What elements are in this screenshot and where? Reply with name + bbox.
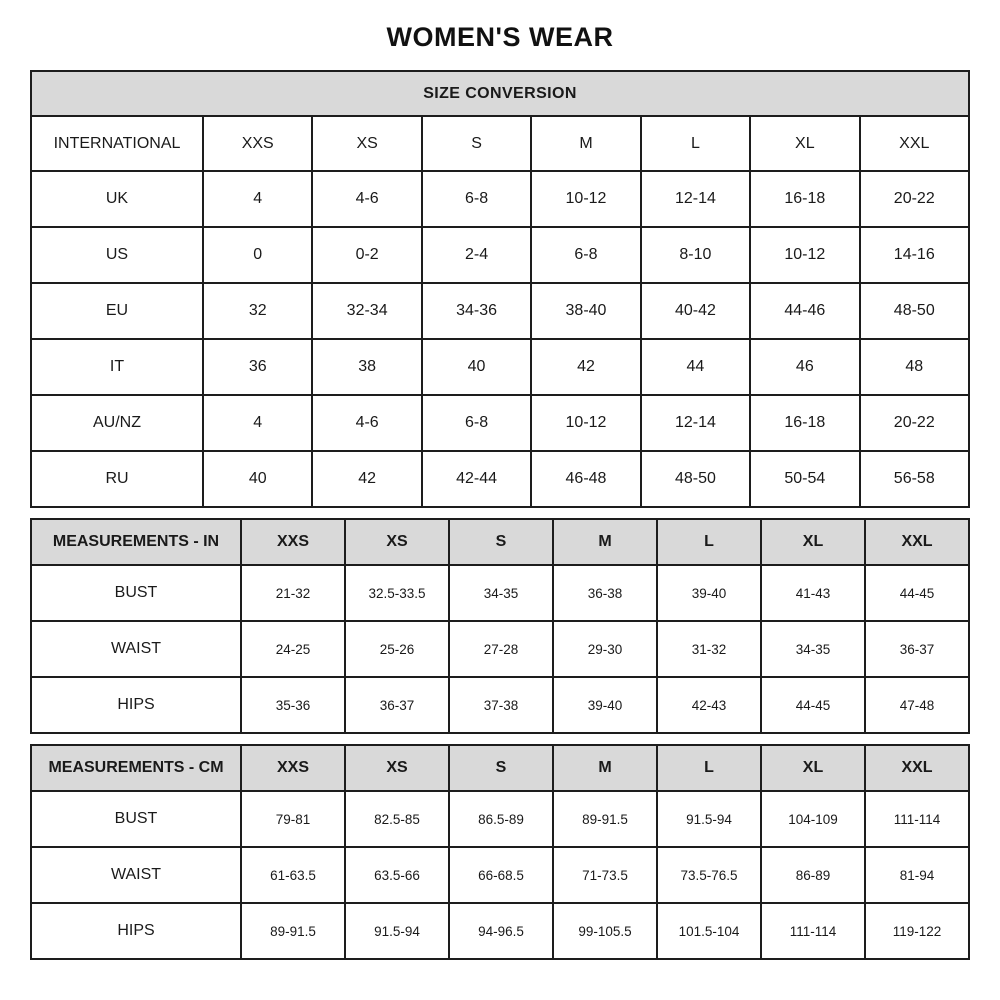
value-cell: 89-91.5 xyxy=(241,903,345,959)
value-cell: 38 xyxy=(312,339,421,395)
value-cell: 32-34 xyxy=(312,283,421,339)
value-cell: 82.5-85 xyxy=(345,791,449,847)
value-cell: 40 xyxy=(203,451,312,507)
value-cell: 91.5-94 xyxy=(657,791,761,847)
value-cell: 6-8 xyxy=(531,227,640,283)
value-cell: 12-14 xyxy=(641,171,750,227)
column-header-xxl: XXL xyxy=(865,519,969,565)
value-cell: 16-18 xyxy=(750,395,859,451)
value-cell: 8-10 xyxy=(641,227,750,283)
value-cell: 56-58 xyxy=(860,451,969,507)
column-header-xl: XL xyxy=(761,519,865,565)
value-cell: 32.5-33.5 xyxy=(345,565,449,621)
table-row xyxy=(31,677,969,733)
value-cell: 89-91.5 xyxy=(553,791,657,847)
column-header-xs: XS xyxy=(312,116,421,171)
table-row xyxy=(31,847,969,903)
value-cell: 44 xyxy=(641,339,750,395)
size-conversion-table xyxy=(30,70,970,508)
value-cell: 4-6 xyxy=(312,395,421,451)
value-cell: 46 xyxy=(750,339,859,395)
value-cell: 4 xyxy=(203,171,312,227)
measurements-in-column-header-row xyxy=(31,519,969,565)
value-cell: 61-63.5 xyxy=(241,847,345,903)
value-cell: 4 xyxy=(203,395,312,451)
value-cell: 42 xyxy=(312,451,421,507)
row-label: IT xyxy=(31,339,203,395)
column-header-xxs: XXS xyxy=(241,519,345,565)
value-cell: 21-32 xyxy=(241,565,345,621)
page-title: WOMEN'S WEAR xyxy=(386,22,614,52)
value-cell: 20-22 xyxy=(860,171,969,227)
row-label: RU xyxy=(31,451,203,507)
value-cell: 35-36 xyxy=(241,677,345,733)
measurements-in-label-column-header: MEASUREMENTS - IN xyxy=(31,519,241,565)
column-header-l: L xyxy=(657,519,761,565)
row-label: EU xyxy=(31,283,203,339)
value-cell: 101.5-104 xyxy=(657,903,761,959)
value-cell: 73.5-76.5 xyxy=(657,847,761,903)
column-header-xxl: XXL xyxy=(860,116,969,171)
value-cell: 48 xyxy=(860,339,969,395)
tables-container xyxy=(30,70,970,960)
value-cell: 47-48 xyxy=(865,677,969,733)
value-cell: 46-48 xyxy=(531,451,640,507)
value-cell: 36-38 xyxy=(553,565,657,621)
value-cell: 0-2 xyxy=(312,227,421,283)
value-cell: 27-28 xyxy=(449,621,553,677)
value-cell: 10-12 xyxy=(531,395,640,451)
value-cell: 2-4 xyxy=(422,227,531,283)
value-cell: 39-40 xyxy=(657,565,761,621)
column-header-l: L xyxy=(657,745,761,791)
value-cell: 91.5-94 xyxy=(345,903,449,959)
value-cell: 40 xyxy=(422,339,531,395)
value-cell: 29-30 xyxy=(553,621,657,677)
value-cell: 31-32 xyxy=(657,621,761,677)
size-conversion-label-column-header: INTERNATIONAL xyxy=(31,116,203,171)
value-cell: 86.5-89 xyxy=(449,791,553,847)
table-row xyxy=(31,791,969,847)
value-cell: 71-73.5 xyxy=(553,847,657,903)
column-header-xs: XS xyxy=(345,745,449,791)
row-label: BUST xyxy=(31,565,241,621)
value-cell: 111-114 xyxy=(761,903,865,959)
value-cell: 42-44 xyxy=(422,451,531,507)
value-cell: 66-68.5 xyxy=(449,847,553,903)
table-row xyxy=(31,339,969,395)
value-cell: 32 xyxy=(203,283,312,339)
value-cell: 63.5-66 xyxy=(345,847,449,903)
table-row xyxy=(31,283,969,339)
value-cell: 86-89 xyxy=(761,847,865,903)
value-cell: 10-12 xyxy=(531,171,640,227)
value-cell: 111-114 xyxy=(865,791,969,847)
value-cell: 39-40 xyxy=(553,677,657,733)
table-row xyxy=(31,227,969,283)
column-header-l: L xyxy=(641,116,750,171)
value-cell: 41-43 xyxy=(761,565,865,621)
value-cell: 10-12 xyxy=(750,227,859,283)
value-cell: 24-25 xyxy=(241,621,345,677)
table-row xyxy=(31,451,969,507)
value-cell: 12-14 xyxy=(641,395,750,451)
value-cell: 14-16 xyxy=(860,227,969,283)
measurements-in-table xyxy=(30,518,970,734)
value-cell: 4-6 xyxy=(312,171,421,227)
column-header-s: S xyxy=(449,519,553,565)
value-cell: 44-45 xyxy=(865,565,969,621)
table-row xyxy=(31,903,969,959)
value-cell: 36 xyxy=(203,339,312,395)
value-cell: 36-37 xyxy=(865,621,969,677)
value-cell: 42 xyxy=(531,339,640,395)
measurements-cm-label-column-header: MEASUREMENTS - CM xyxy=(31,745,241,791)
value-cell: 25-26 xyxy=(345,621,449,677)
value-cell: 34-35 xyxy=(449,565,553,621)
table-row xyxy=(31,565,969,621)
value-cell: 6-8 xyxy=(422,395,531,451)
column-header-xl: XL xyxy=(761,745,865,791)
table-row xyxy=(31,621,969,677)
column-header-xxs: XXS xyxy=(241,745,345,791)
value-cell: 16-18 xyxy=(750,171,859,227)
table-row xyxy=(31,395,969,451)
value-cell: 104-109 xyxy=(761,791,865,847)
row-label: AU/NZ xyxy=(31,395,203,451)
column-header-m: M xyxy=(553,745,657,791)
column-header-s: S xyxy=(449,745,553,791)
column-header-xxs: XXS xyxy=(203,116,312,171)
value-cell: 40-42 xyxy=(641,283,750,339)
measurements-cm-table xyxy=(30,744,970,960)
value-cell: 44-45 xyxy=(761,677,865,733)
value-cell: 44-46 xyxy=(750,283,859,339)
value-cell: 6-8 xyxy=(422,171,531,227)
value-cell: 79-81 xyxy=(241,791,345,847)
row-label: WAIST xyxy=(31,621,241,677)
value-cell: 37-38 xyxy=(449,677,553,733)
value-cell: 94-96.5 xyxy=(449,903,553,959)
value-cell: 0 xyxy=(203,227,312,283)
measurements-cm-column-header-row xyxy=(31,745,969,791)
table-row xyxy=(31,171,969,227)
value-cell: 42-43 xyxy=(657,677,761,733)
column-header-m: M xyxy=(531,116,640,171)
row-label: HIPS xyxy=(31,677,241,733)
row-label: WAIST xyxy=(31,847,241,903)
value-cell: 34-35 xyxy=(761,621,865,677)
value-cell: 20-22 xyxy=(860,395,969,451)
row-label: HIPS xyxy=(31,903,241,959)
row-label: US xyxy=(31,227,203,283)
value-cell: 38-40 xyxy=(531,283,640,339)
value-cell: 81-94 xyxy=(865,847,969,903)
size-conversion-column-header-row xyxy=(31,116,969,171)
row-label: UK xyxy=(31,171,203,227)
value-cell: 36-37 xyxy=(345,677,449,733)
value-cell: 119-122 xyxy=(865,903,969,959)
size-conversion-title: SIZE CONVERSION xyxy=(31,71,969,116)
value-cell: 99-105.5 xyxy=(553,903,657,959)
value-cell: 48-50 xyxy=(860,283,969,339)
value-cell: 48-50 xyxy=(641,451,750,507)
row-label: BUST xyxy=(31,791,241,847)
column-header-s: S xyxy=(422,116,531,171)
column-header-m: M xyxy=(553,519,657,565)
value-cell: 34-36 xyxy=(422,283,531,339)
column-header-xl: XL xyxy=(750,116,859,171)
value-cell: 50-54 xyxy=(750,451,859,507)
column-header-xs: XS xyxy=(345,519,449,565)
column-header-xxl: XXL xyxy=(865,745,969,791)
